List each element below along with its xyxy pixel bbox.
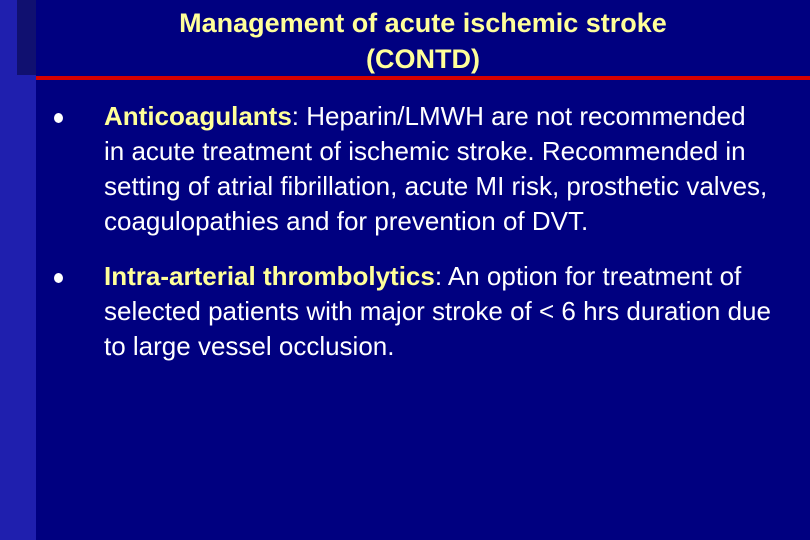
bullet-item-anticoagulants <box>52 99 772 239</box>
bullet-dot-icon <box>54 113 63 123</box>
bullet-list <box>52 99 772 384</box>
slide-title <box>36 5 810 77</box>
left-side-bar-shade <box>17 0 36 75</box>
bullet-dot-icon <box>54 273 63 283</box>
bullet-term: Anticoagulants <box>104 101 292 131</box>
bullet-text: : An option for treatment of selected patients with major stroke of < 6 hrs duration due to large vessel occlusion. <box>104 261 771 361</box>
title-underline-rule <box>36 76 810 80</box>
left-side-bar <box>0 0 36 540</box>
bullet-term: Intra-arterial thrombolytics <box>104 261 435 291</box>
slide-title-line-1: Management of acute ischemic stroke <box>179 8 667 38</box>
slide-title-line-2: (CONTD) <box>366 44 480 74</box>
bullet-item-intra-arterial-thrombolytics <box>52 259 772 364</box>
bullet-text: : Heparin/LMWH are not recommended in acute treatment of ischemic stroke. Recommended in setting of atrial fibrillation, acute MI risk, prosthetic valves, coagulopathies and for prevention of DVT. <box>104 101 768 236</box>
